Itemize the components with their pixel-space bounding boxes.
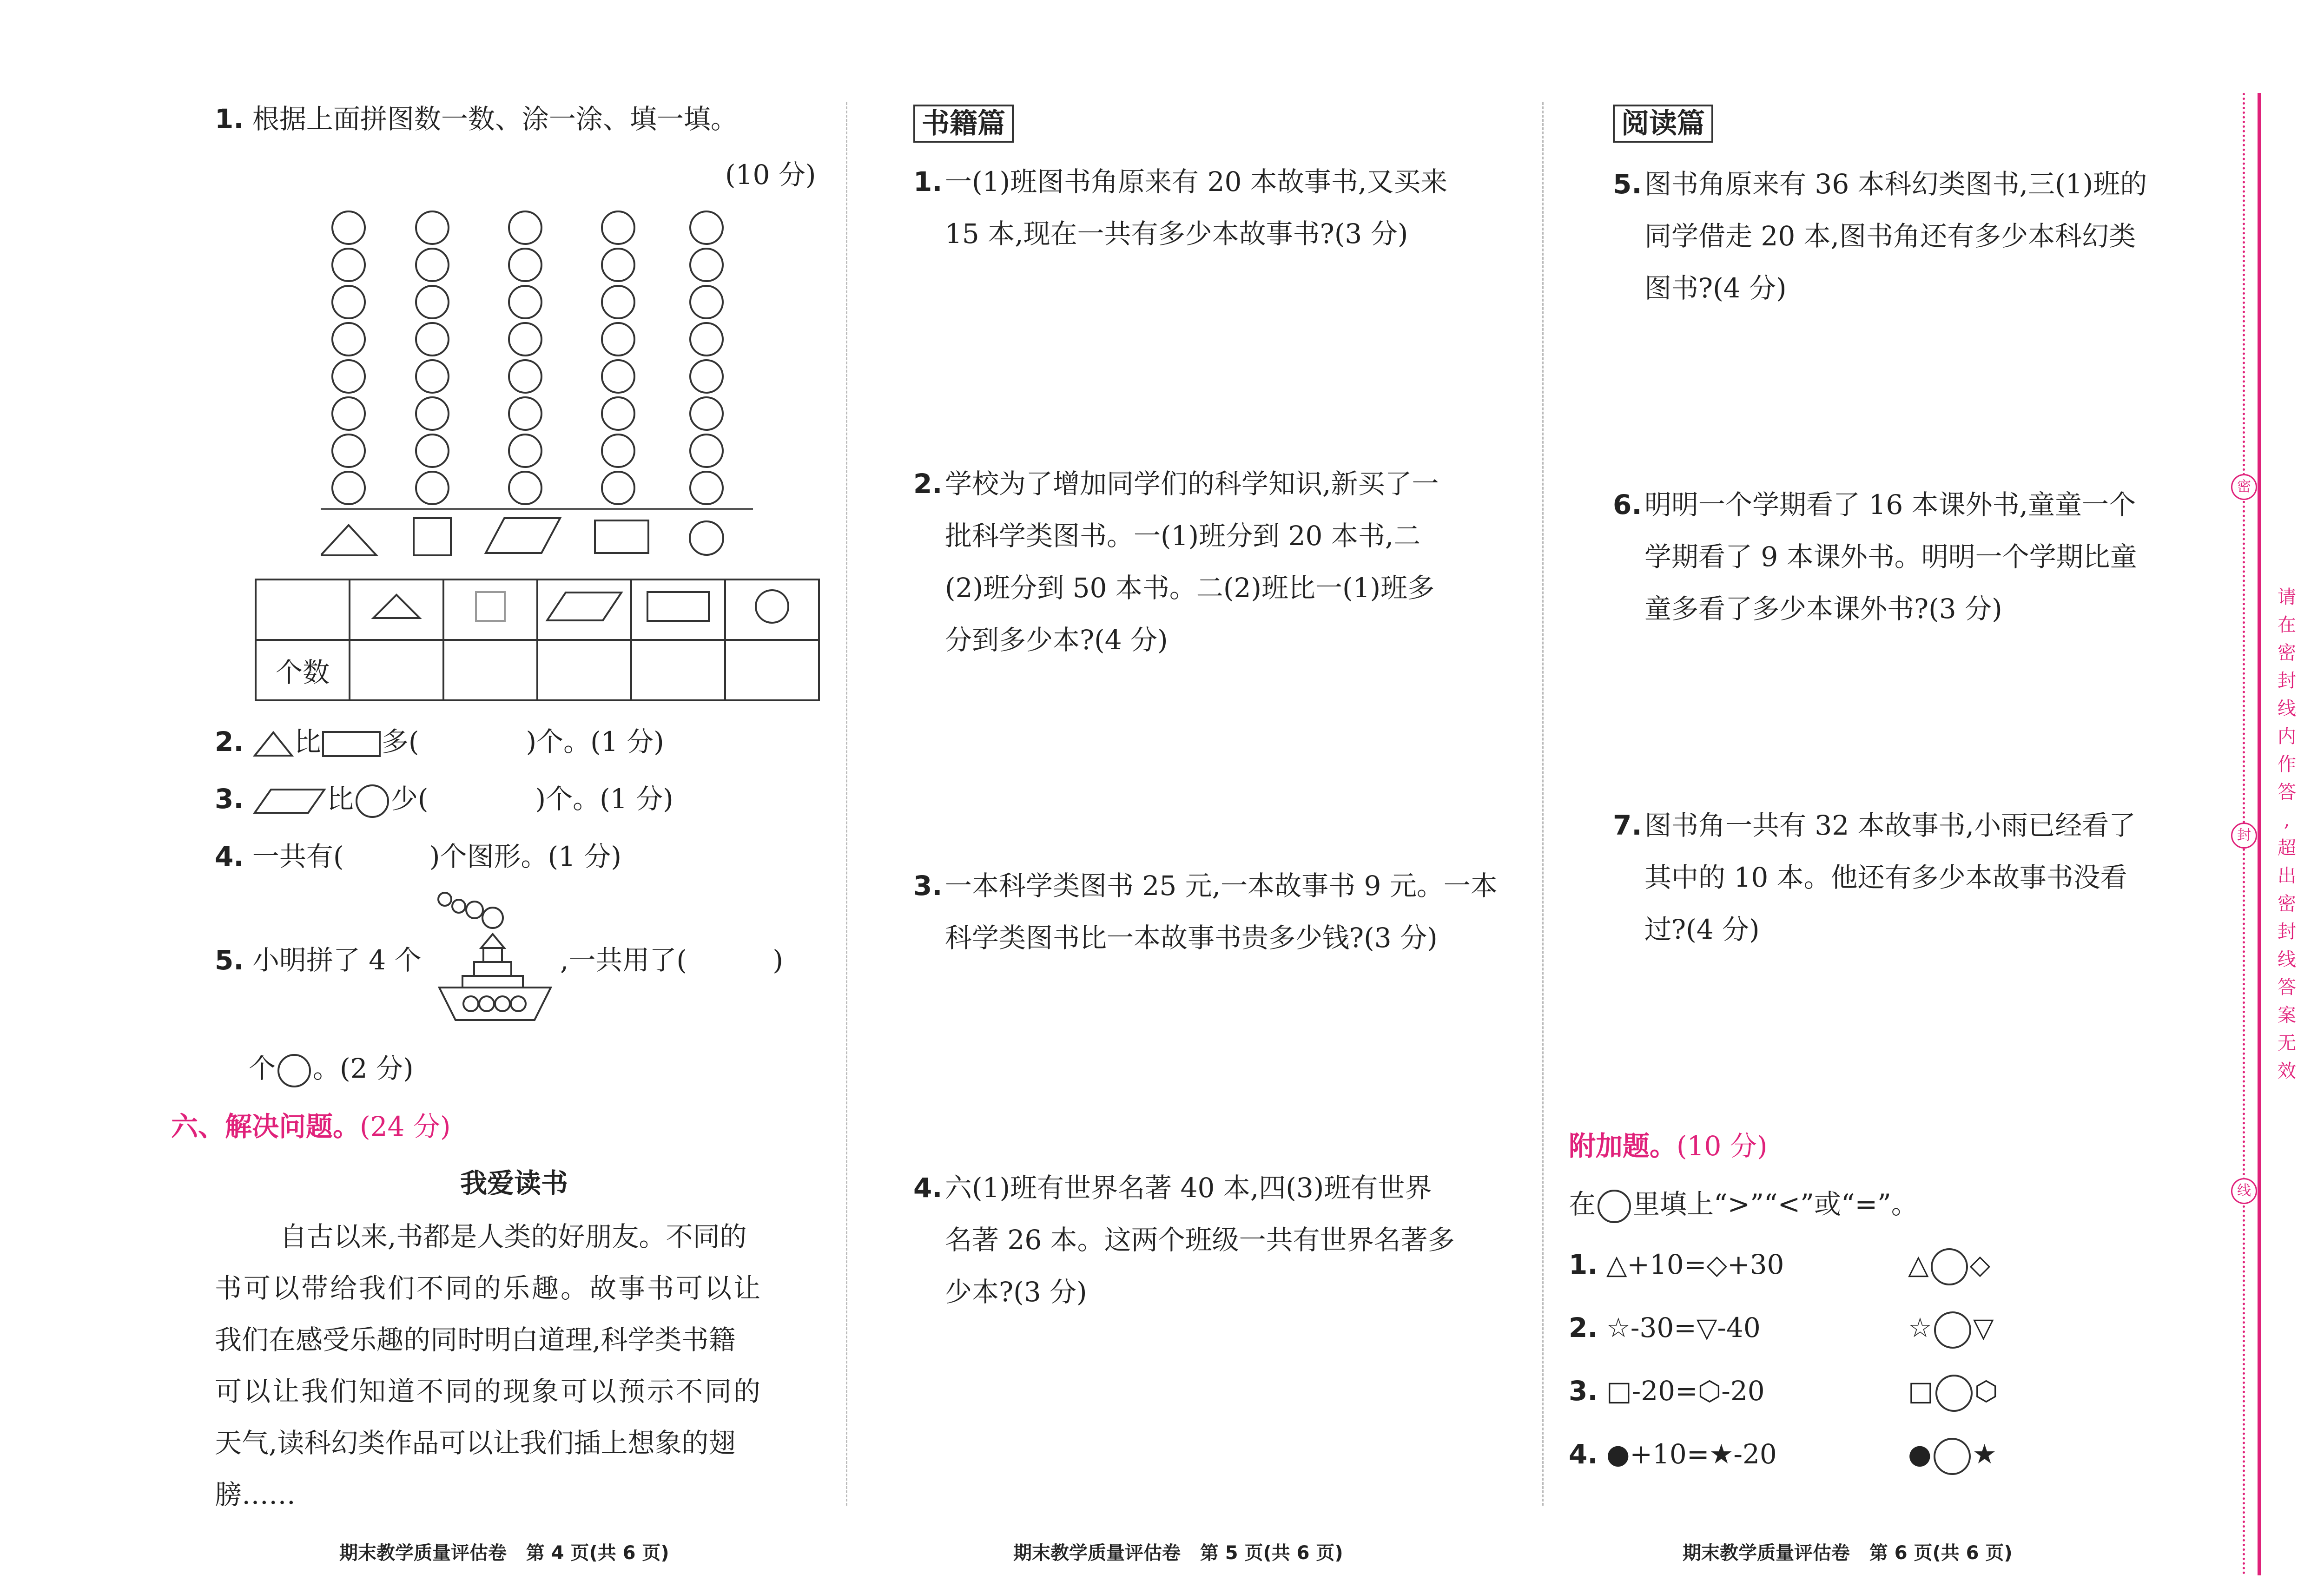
c3-q7 bbox=[1613, 799, 2136, 945]
stamp-bottom: 线 bbox=[2231, 1178, 2257, 1204]
bonus-score: (10 分) bbox=[1677, 1130, 1768, 1162]
q2-text-b: 多( bbox=[381, 726, 419, 757]
q5-text-a: 小明拼了 4 个 bbox=[252, 944, 422, 976]
bonus-item-expr: ●+10=★-20 bbox=[1606, 1438, 1777, 1470]
question-line: 其中的 10 本。他还有多少本故事书没看 bbox=[1644, 862, 2127, 893]
bead-circle[interactable] bbox=[509, 360, 541, 393]
bead-circle[interactable] bbox=[509, 435, 541, 467]
footer-page-5: 期末教学质量评估卷 第 5 页(共 6 页) bbox=[1013, 1542, 1343, 1564]
reading-title: 我爱读书 bbox=[460, 1167, 568, 1199]
bead-circle[interactable] bbox=[602, 286, 634, 318]
q4 bbox=[215, 830, 621, 882]
bead-circle[interactable] bbox=[602, 472, 634, 504]
bonus-compare bbox=[1908, 1428, 1997, 1480]
section6-heading bbox=[171, 1100, 451, 1152]
compare-right: ⬡ bbox=[1974, 1375, 1998, 1407]
rectangle-icon bbox=[321, 730, 382, 758]
bead-circle[interactable] bbox=[509, 211, 541, 244]
question-line: 分到多少本?(4 分) bbox=[945, 624, 1168, 656]
question-line: 科学类图书比一本故事书贵多少钱?(3 分) bbox=[945, 922, 1438, 954]
section-header-reading: 阅读篇 bbox=[1613, 105, 1713, 143]
parallelogram-icon bbox=[486, 518, 560, 553]
square-icon bbox=[474, 590, 507, 623]
question-line: 同学借走 20 本,图书角还有多少本科幻类 bbox=[1644, 220, 2136, 252]
bead-circle[interactable] bbox=[690, 397, 723, 430]
bead-circle[interactable] bbox=[416, 211, 449, 244]
count-cell-square[interactable] bbox=[443, 640, 537, 700]
answer-circle[interactable] bbox=[1932, 1310, 1973, 1350]
compare-left: □ bbox=[1908, 1375, 1934, 1407]
bead-figure bbox=[321, 209, 767, 562]
c2-q1-number: 1. bbox=[913, 166, 943, 198]
bead-circle[interactable] bbox=[690, 211, 723, 244]
seal-char: 请 bbox=[2278, 586, 2296, 608]
seal-instruction bbox=[2273, 583, 2301, 1085]
seal-char: 案 bbox=[2278, 1005, 2296, 1026]
rectangle-icon bbox=[646, 590, 711, 623]
c2-q4 bbox=[913, 1162, 1455, 1308]
count-cell-parallelogram[interactable] bbox=[537, 640, 631, 700]
seal-char: 封 bbox=[2278, 670, 2296, 691]
triangle-icon bbox=[321, 525, 376, 555]
section-header-books: 书籍篇 bbox=[913, 105, 1014, 143]
compare-left: △ bbox=[1908, 1249, 1929, 1280]
table-header-rectangle bbox=[631, 579, 725, 640]
bead-circle[interactable] bbox=[416, 323, 449, 356]
bonus-item-number: 1. bbox=[1569, 1249, 1598, 1280]
passage-line: 自古以来,书都是人类的好朋友。不同的 bbox=[280, 1221, 747, 1252]
question-line: 学校为了增加同学们的科学知识,新买了一 bbox=[945, 468, 1439, 500]
bead-circle[interactable] bbox=[602, 249, 634, 281]
bonus-item bbox=[1569, 1428, 1997, 1491]
bead-circle[interactable] bbox=[509, 286, 541, 318]
bead-circle[interactable] bbox=[690, 249, 723, 281]
circle-icon bbox=[690, 521, 723, 555]
question-line: 六(1)班有世界名著 40 本,四(3)班有世界 bbox=[945, 1172, 1432, 1204]
section6-title: 六、解决问题。 bbox=[171, 1111, 360, 1142]
c3-q5 bbox=[1613, 158, 2147, 304]
bonus-item bbox=[1569, 1302, 1994, 1365]
bead-circle[interactable] bbox=[332, 323, 365, 356]
c2-q4-number: 4. bbox=[913, 1172, 943, 1204]
q3 bbox=[215, 773, 673, 825]
bonus-compare bbox=[1908, 1365, 1998, 1417]
question-line: 过?(4 分) bbox=[1644, 914, 1760, 945]
c3-q6-number: 6. bbox=[1613, 489, 1642, 520]
bead-circle[interactable] bbox=[332, 435, 365, 467]
q2 bbox=[215, 716, 664, 768]
rectangle-icon bbox=[595, 520, 648, 553]
column-divider bbox=[1542, 102, 1544, 1506]
bead-circle[interactable] bbox=[332, 397, 365, 430]
bead-circle[interactable] bbox=[509, 323, 541, 356]
seal-char: 密 bbox=[2278, 642, 2296, 664]
c2-q1 bbox=[913, 156, 1448, 250]
seal-char: 在 bbox=[2278, 614, 2296, 636]
compare-right: ◇ bbox=[1969, 1249, 1991, 1280]
bonus-item-expr: ☆-30=▽-40 bbox=[1606, 1312, 1761, 1343]
table-header-square bbox=[443, 579, 537, 640]
passage-line: 我们在感受乐趣的同时明白道理,科学类书籍 bbox=[215, 1324, 736, 1356]
bead-circle[interactable] bbox=[332, 211, 365, 244]
passage-line: 天气,读科幻类作品可以让我们插上想象的翅 bbox=[215, 1427, 736, 1459]
triangle-icon bbox=[371, 593, 422, 620]
bonus-item bbox=[1569, 1238, 1991, 1302]
question-line: 少本?(3 分) bbox=[945, 1276, 1087, 1308]
question-line: 童多看了多少本课外书?(3 分) bbox=[1644, 593, 2002, 625]
circle-icon bbox=[276, 1052, 313, 1089]
bonus-list bbox=[1569, 1238, 1998, 1491]
q5-tail: ,一共用了( ) bbox=[560, 944, 784, 976]
question-line: (2)班分到 50 本书。二(2)班比一(1)班多 bbox=[945, 572, 1435, 604]
seal-solid-line bbox=[2258, 93, 2261, 1575]
section6-score: (24 分) bbox=[360, 1111, 451, 1142]
seal-char: 密 bbox=[2278, 893, 2296, 915]
seal-char: 作 bbox=[2278, 754, 2296, 775]
seal-char: 封 bbox=[2278, 921, 2296, 942]
q5-line2 bbox=[249, 1042, 414, 1094]
bead-circle[interactable] bbox=[690, 286, 723, 318]
question-line: 一(1)班图书角原来有 20 本故事书,又买来 bbox=[945, 166, 1448, 198]
question-line: 图书角一共有 32 本故事书,小雨已经看了 bbox=[1644, 810, 2136, 841]
stamp-top: 密 bbox=[2231, 474, 2257, 500]
c2-q3 bbox=[913, 860, 1498, 954]
circle-icon bbox=[354, 783, 391, 820]
bead-circle[interactable] bbox=[509, 397, 541, 430]
bead-circle[interactable] bbox=[416, 286, 449, 318]
circle-icon bbox=[753, 588, 791, 625]
q1-score: (10 分) bbox=[725, 159, 816, 191]
answer-circle[interactable] bbox=[1932, 1436, 1973, 1477]
seal-char: 内 bbox=[2278, 726, 2296, 747]
bonus-compare bbox=[1908, 1302, 1994, 1354]
table-row-label: 个数 bbox=[256, 640, 350, 700]
ship-icon bbox=[435, 888, 560, 1027]
c2-q3-number: 3. bbox=[913, 870, 943, 902]
question-line: 图书角原来有 36 本科幻类图书,三(1)班的 bbox=[1644, 168, 2147, 200]
bonus-compare bbox=[1908, 1238, 1990, 1291]
bead-circle[interactable] bbox=[332, 286, 365, 318]
seal-char: 答 bbox=[2278, 782, 2296, 803]
bonus-item-number: 3. bbox=[1569, 1375, 1598, 1407]
c3-q5-number: 5. bbox=[1613, 168, 1642, 200]
bead-circle[interactable] bbox=[509, 249, 541, 281]
q3-text-b: 少( bbox=[390, 783, 429, 815]
q3-number: 3. bbox=[215, 783, 244, 815]
seal-char: 超 bbox=[2278, 837, 2296, 859]
q3-text-a: 比 bbox=[326, 783, 354, 815]
c3-q7-number: 7. bbox=[1613, 810, 1642, 841]
bead-circle[interactable] bbox=[602, 360, 634, 393]
bonus-heading bbox=[1569, 1120, 1768, 1172]
answer-circle[interactable] bbox=[1929, 1246, 1970, 1287]
compare-right: ★ bbox=[1972, 1438, 1997, 1470]
table-header-circle bbox=[725, 579, 819, 640]
bonus-item bbox=[1569, 1365, 1998, 1428]
q5-text-d: 。(2 分) bbox=[313, 1053, 414, 1084]
bead-circle[interactable] bbox=[602, 323, 634, 356]
q5-text-c: 个 bbox=[249, 1053, 276, 1084]
q4-number: 4. bbox=[215, 841, 244, 872]
seal-char: , bbox=[2284, 810, 2290, 831]
bead-circle[interactable] bbox=[509, 472, 541, 504]
count-cell-circle[interactable] bbox=[725, 640, 819, 700]
count-cell-triangle[interactable] bbox=[350, 640, 443, 700]
question-line: 批科学类图书。一(1)班分到 20 本书,二 bbox=[945, 520, 1421, 552]
table-header-triangle bbox=[350, 579, 443, 640]
bonus-instruction bbox=[1569, 1178, 1918, 1230]
question-line: 明明一个学期看了 16 本课外书,童童一个 bbox=[1644, 489, 2136, 520]
stamp-mid: 封 bbox=[2231, 823, 2257, 849]
footer-page-6: 期末教学质量评估卷 第 6 页(共 6 页) bbox=[1683, 1542, 2013, 1564]
passage-line: 膀…… bbox=[215, 1479, 296, 1510]
q4-text: 一共有( )个图形。(1 分) bbox=[252, 841, 622, 872]
bead-circle[interactable] bbox=[690, 472, 723, 504]
q2-text-c: )个。(1 分) bbox=[526, 726, 664, 757]
seal-char: 线 bbox=[2278, 698, 2296, 719]
q2-text-a: 比 bbox=[294, 726, 321, 757]
table-header-empty bbox=[256, 579, 350, 640]
bead-circle[interactable] bbox=[332, 472, 365, 504]
passage-line: 书可以带给我们不同的乐趣。故事书可以让 bbox=[215, 1272, 763, 1304]
bonus-instr-a: 在 bbox=[1569, 1188, 1596, 1220]
parallelogram-icon bbox=[545, 590, 624, 623]
question-line: 15 本,现在一共有多少本故事书?(3 分) bbox=[945, 218, 1408, 250]
bonus-item-expr: □-20=⬡-20 bbox=[1606, 1375, 1765, 1407]
bonus-item-number: 2. bbox=[1569, 1312, 1598, 1343]
bead-circle[interactable] bbox=[332, 249, 365, 281]
bead-circle[interactable] bbox=[690, 435, 723, 467]
table-header-parallelogram bbox=[537, 579, 631, 640]
q5 bbox=[215, 934, 422, 986]
parallelogram-icon bbox=[252, 787, 327, 815]
bonus-title: 附加题。 bbox=[1569, 1130, 1677, 1162]
bead-columns-drawing bbox=[321, 209, 767, 562]
square-icon bbox=[414, 518, 451, 555]
question-line: 图书?(4 分) bbox=[1644, 272, 1787, 304]
answer-circle[interactable] bbox=[1934, 1373, 1974, 1414]
compare-left: ☆ bbox=[1908, 1312, 1932, 1343]
footer-page-4: 期末教学质量评估卷 第 4 页(共 6 页) bbox=[339, 1542, 669, 1564]
bead-circle[interactable] bbox=[416, 472, 449, 504]
bead-circle[interactable] bbox=[690, 323, 723, 356]
question-line: 一本科学类图书 25 元,一本故事书 9 元。一本 bbox=[945, 870, 1498, 902]
bead-circle[interactable] bbox=[416, 435, 449, 467]
bonus-item-expr: △+10=◇+30 bbox=[1606, 1249, 1784, 1280]
compare-right: ▽ bbox=[1973, 1312, 1994, 1343]
seal-char: 效 bbox=[2278, 1060, 2296, 1082]
question-line: 学期看了 9 本课外书。明明一个学期比童 bbox=[1644, 541, 2137, 573]
q1-title bbox=[215, 93, 738, 145]
compare-left: ● bbox=[1908, 1438, 1932, 1470]
q1-number: 1. bbox=[215, 103, 244, 135]
q5-number: 5. bbox=[215, 944, 244, 976]
c2-q2 bbox=[913, 458, 1439, 656]
seal-char: 线 bbox=[2278, 949, 2296, 970]
bead-circle[interactable] bbox=[332, 360, 365, 393]
count-cell-rectangle[interactable] bbox=[631, 640, 725, 700]
seal-char: 无 bbox=[2278, 1033, 2296, 1054]
triangle-icon bbox=[252, 730, 294, 758]
column-divider bbox=[846, 102, 847, 1506]
c3-q6 bbox=[1613, 479, 2137, 625]
question-line: 名著 26 本。这两个班级一共有世界名著多 bbox=[945, 1224, 1455, 1256]
q2-number: 2. bbox=[215, 726, 244, 757]
bead-circle[interactable] bbox=[602, 397, 634, 430]
count-table bbox=[255, 579, 820, 701]
circle-icon bbox=[1596, 1188, 1633, 1225]
passage-line: 可以让我们知道不同的现象可以预示不同的 bbox=[215, 1376, 763, 1407]
seal-char: 出 bbox=[2278, 865, 2296, 887]
reading-passage bbox=[215, 1211, 828, 1521]
bead-circle[interactable] bbox=[416, 360, 449, 393]
bead-circle[interactable] bbox=[416, 249, 449, 281]
bonus-instr-b: 里填上“>”“<”或“=”。 bbox=[1633, 1188, 1918, 1220]
c2-q2-number: 2. bbox=[913, 468, 943, 500]
bead-circle[interactable] bbox=[602, 211, 634, 244]
bead-circle[interactable] bbox=[416, 397, 449, 430]
bead-circle[interactable] bbox=[602, 435, 634, 467]
seal-char: 答 bbox=[2278, 977, 2296, 998]
bonus-item-number: 4. bbox=[1569, 1438, 1598, 1470]
q1-text: 根据上面拼图数一数、涂一涂、填一填。 bbox=[252, 103, 738, 135]
bead-circle[interactable] bbox=[690, 360, 723, 393]
q3-text-c: )个。(1 分) bbox=[535, 783, 673, 815]
